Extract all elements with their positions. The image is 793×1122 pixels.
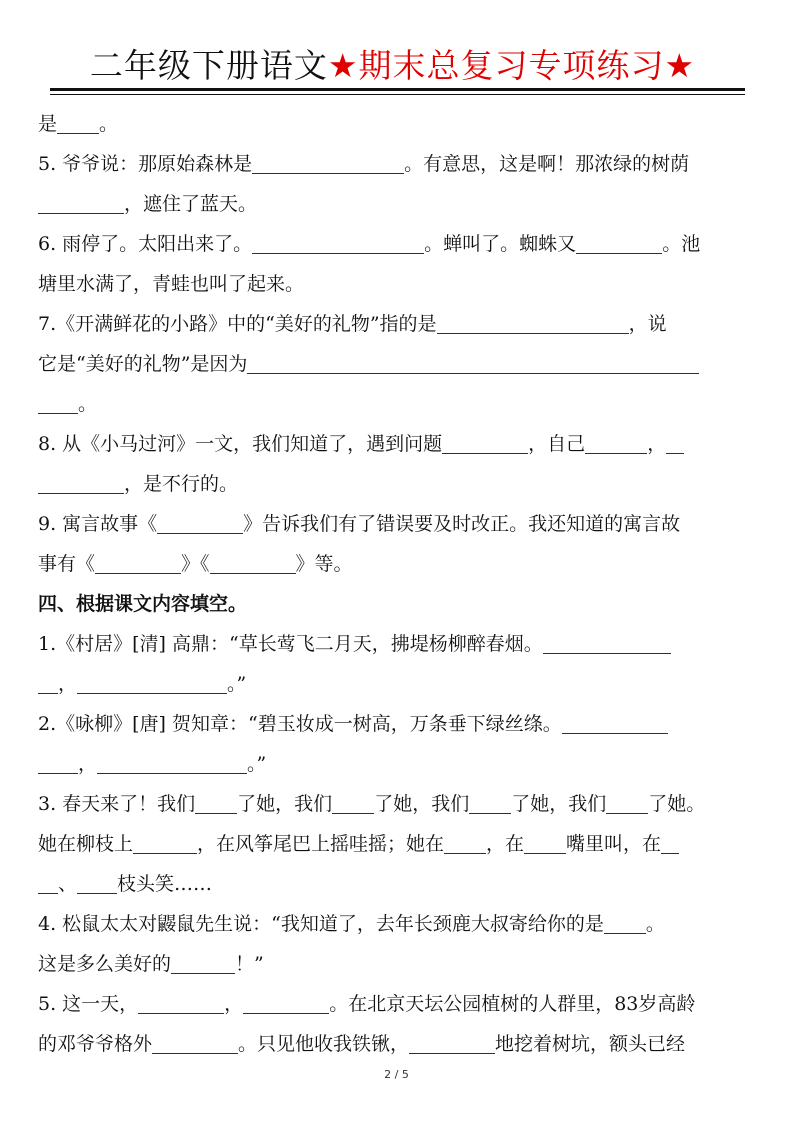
worksheet-body <box>38 104 758 1064</box>
text-line <box>38 944 758 984</box>
text-line <box>38 384 758 424</box>
text-line <box>38 544 758 584</box>
line-text: 。 <box>99 113 119 135</box>
fill-blank[interactable] <box>543 629 671 654</box>
fill-blank[interactable] <box>437 309 629 334</box>
line-text: 5. 这一天， <box>38 993 139 1015</box>
fill-blank[interactable] <box>576 229 662 254</box>
title-main: 二年级下册语文 <box>89 46 328 85</box>
line-text: 。 <box>78 393 98 415</box>
line-text: 》告诉我们有了错误要及时改正。我还知道的寓言故 <box>243 513 681 535</box>
fill-blank[interactable] <box>38 469 124 494</box>
fill-blank[interactable] <box>666 429 684 454</box>
fill-blank[interactable] <box>38 189 124 214</box>
line-text: 了她，我们 <box>374 793 470 815</box>
line-text: 嘴里叫，在 <box>566 833 662 855</box>
line-text: 她在柳枝上 <box>38 833 134 855</box>
line-text: 枝头笑…… <box>117 873 213 895</box>
text-line <box>38 744 758 784</box>
line-text: 。只见他收我铁锹， <box>238 1033 410 1055</box>
line-text: 。” <box>227 673 247 695</box>
fill-blank[interactable] <box>604 909 646 934</box>
fill-blank[interactable] <box>157 509 243 534</box>
fill-blank[interactable] <box>252 229 424 254</box>
fill-blank[interactable] <box>442 429 528 454</box>
fill-blank[interactable] <box>171 949 235 974</box>
fill-blank[interactable] <box>409 1029 495 1054</box>
fill-blank[interactable] <box>133 829 197 854</box>
fill-blank[interactable] <box>77 869 117 894</box>
fill-blank[interactable] <box>444 829 486 854</box>
line-text: 。 <box>645 913 665 935</box>
line-text: 8. 从《小马过河》一文，我们知道了，遇到问题 <box>38 433 443 455</box>
fill-question-2 <box>38 704 758 744</box>
fill-question-1 <box>38 624 758 664</box>
line-text: 。池 <box>662 233 701 255</box>
fill-blank[interactable] <box>138 989 224 1014</box>
fill-blank[interactable] <box>247 349 699 374</box>
question-8 <box>38 424 758 464</box>
fill-question-3 <box>38 784 758 824</box>
fill-blank[interactable] <box>524 829 566 854</box>
line-text: 5. 爷爷说：那原始森林是 <box>38 153 253 175</box>
line-text: 的邓爷爷格外 <box>38 1033 153 1055</box>
fill-blank[interactable] <box>243 989 329 1014</box>
title-accent: ★期末总复习专项练习★ <box>327 46 696 85</box>
line-text: ，遮住了蓝天。 <box>124 193 258 215</box>
line-text: 》《 <box>181 553 210 575</box>
line-text: 。有意思，这是啊！那浓绿的树荫 <box>404 153 690 175</box>
fill-blank[interactable] <box>38 389 78 414</box>
section-heading: 四、根据课文内容填空。 <box>38 593 248 615</box>
text-line <box>38 864 758 904</box>
line-text: 这是多么美好的 <box>38 953 172 975</box>
line-text: 2.《咏柳》[唐] 贺知章：“碧玉妆成一树高，万条垂下绿丝绦。 <box>38 713 562 735</box>
line-text: 了她，我们 <box>511 793 607 815</box>
fill-blank[interactable] <box>606 789 648 814</box>
line-text: ，在风筝尾巴上摇哇摇；她在 <box>197 833 445 855</box>
line-text: 地挖着树坑，额头已经 <box>495 1033 686 1055</box>
line-text: 。” <box>247 753 267 775</box>
line-text: ， <box>58 673 78 695</box>
page-number: 2 / 5 <box>384 1068 409 1081</box>
fill-blank[interactable] <box>57 109 99 134</box>
fill-blank[interactable] <box>332 789 374 814</box>
fill-blank[interactable] <box>469 789 511 814</box>
text-line <box>38 824 758 864</box>
text-line <box>38 464 758 504</box>
fill-blank[interactable] <box>585 429 647 454</box>
line-text: 塘里水满了，青蛙也叫了起来。 <box>38 273 305 295</box>
line-text: 6. 雨停了。太阳出来了。 <box>38 233 253 255</box>
text-line <box>38 264 758 304</box>
line-text: 、 <box>58 873 78 895</box>
section-title <box>38 584 758 624</box>
line-text: 1.《村居》[清] 高鼎：“草长莺飞二月天，拂堤杨柳醉春烟。 <box>38 633 543 655</box>
fill-blank[interactable] <box>38 669 58 694</box>
fill-blank[interactable] <box>661 829 679 854</box>
fill-blank[interactable] <box>38 869 58 894</box>
fill-blank[interactable] <box>562 709 668 734</box>
fill-question-5 <box>38 984 758 1024</box>
text-line <box>38 1024 758 1064</box>
line-text: 9. 寓言故事《 <box>38 513 158 535</box>
question-7 <box>38 304 758 344</box>
fill-question-4 <box>38 904 758 944</box>
line-text: 了她。 <box>648 793 706 815</box>
line-text: ，在 <box>486 833 525 855</box>
fill-blank[interactable] <box>195 789 237 814</box>
fill-blank[interactable] <box>252 149 404 174</box>
question-9 <box>38 504 758 544</box>
line-text: 了她，我们 <box>237 793 333 815</box>
line-text: 3. 春天来了！我们 <box>38 793 196 815</box>
fill-blank[interactable] <box>97 749 247 774</box>
text-line <box>38 344 758 384</box>
line-text: 》等。 <box>295 553 353 575</box>
fill-blank[interactable] <box>77 669 227 694</box>
line-text: ， <box>78 753 98 775</box>
line-text: ， <box>647 433 667 455</box>
text-line <box>38 184 758 224</box>
question-6 <box>38 224 758 264</box>
line-text: 4. 松鼠太太对鼹鼠先生说：“我知道了，去年长颈鹿大叔寄给你的是 <box>38 913 604 935</box>
fill-blank[interactable] <box>38 749 78 774</box>
line-text: ， <box>224 993 244 1015</box>
header-rule-thick <box>50 88 745 91</box>
line-text: ，自己 <box>528 433 586 455</box>
header-rule-thin <box>50 94 745 95</box>
question-5 <box>38 144 758 184</box>
line-text: 。蝉叫了。蜘蛛又 <box>424 233 577 255</box>
page-title <box>40 40 745 92</box>
fill-blank[interactable] <box>95 549 181 574</box>
line-text: 是 <box>38 113 58 135</box>
text-line <box>38 104 758 144</box>
page-header <box>40 40 745 100</box>
line-text: 事有《 <box>38 553 96 575</box>
text-line <box>38 664 758 704</box>
fill-blank[interactable] <box>210 549 296 574</box>
line-text: 。在北京天坛公园植树的人群里，83岁高龄 <box>329 993 696 1015</box>
line-text: ，说 <box>628 313 667 335</box>
line-text: 它是“美好的礼物”是因为 <box>38 353 248 375</box>
line-text: ，是不行的。 <box>124 473 239 495</box>
line-text: 7.《开满鲜花的小路》中的“美好的礼物”指的是 <box>38 313 437 335</box>
line-text: ！” <box>235 953 264 975</box>
fill-blank[interactable] <box>152 1029 238 1054</box>
